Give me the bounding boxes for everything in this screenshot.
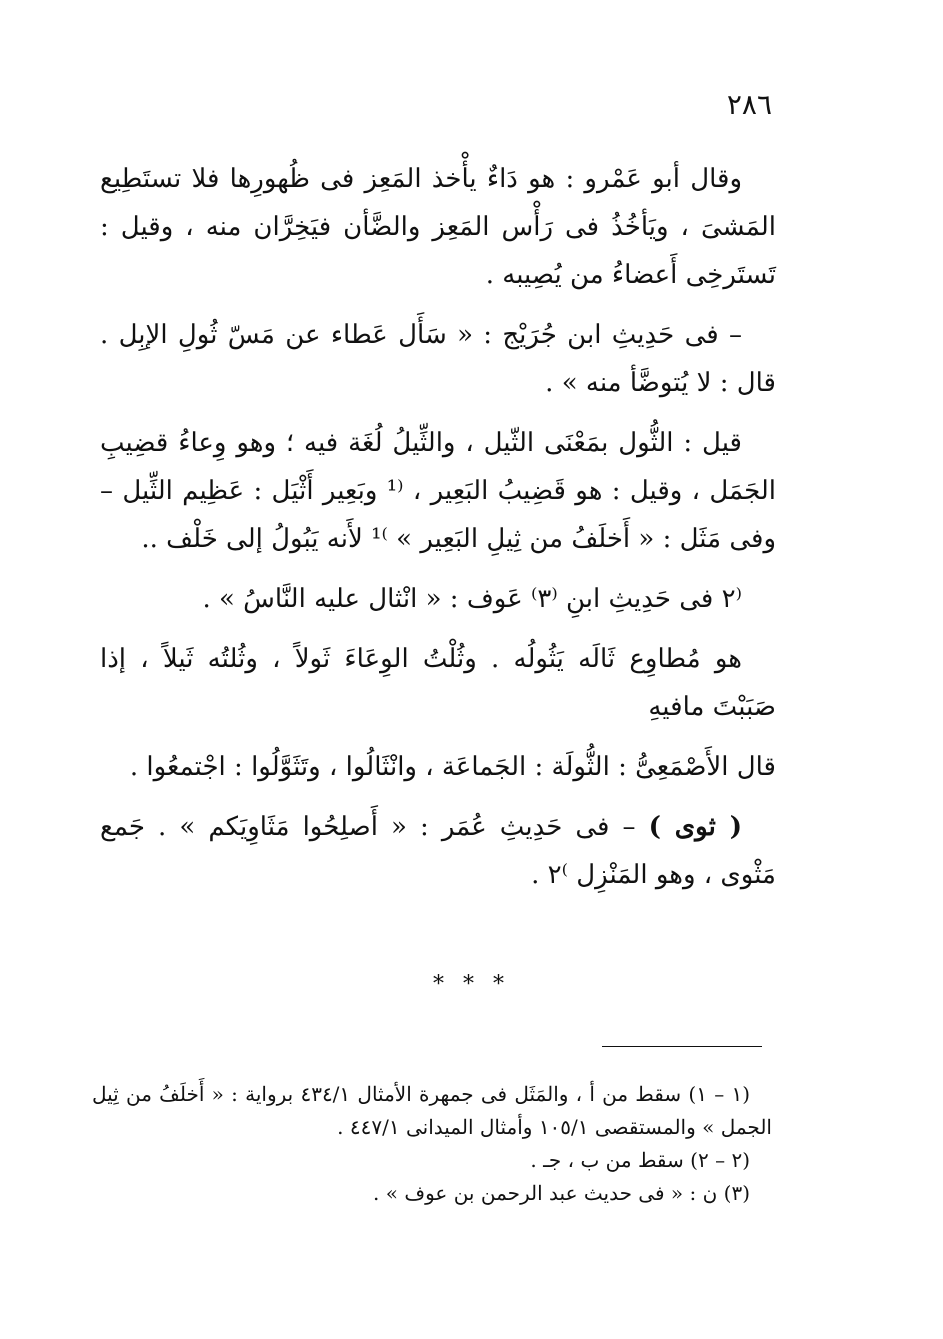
paragraph-4: ⁽٢ فى حَدِيثِ ابنِ ⁽٣⁾ عَوف : « انْثال عليه النَّاسُ » . (202, 584, 742, 614)
paragraph-3: قيل : الثُّول بمَعْنَى الثّيل ، والثِّيلُ لُغَة فيه ؛ وهو وِعاءُ قضِيبِ الجَمَل ، وقيل : هو قَضِيبُ البَعِير ، ⁽¹ وبَعِير أَثْيَل : عَظِيم الثِّيل – وفى مَثَل : « أَخلَفُ من ثِيلِ البَعِير » ⁾¹ لأَنه يَبُولُ إلى خَلْف .. (100, 428, 777, 554)
section-separator: * * * (433, 972, 510, 997)
paragraph-1: وقال أبو عَمْرو : هو دَاءٌ يأْخذ المَعِز فى ظُهورِها فلا تستَطِيع المَشىَ ، ويَأخُذُ فى رَأْس المَعِز والضَّأن فيَخِرَّان منه ، وقيل : تَستَرخِى أَعضاءُ من يُصِيبه . (100, 164, 776, 290)
entry-heading: ( ثوى ) (648, 812, 742, 842)
main-text (100, 155, 776, 911)
paragraph-7 (100, 803, 776, 899)
footnote-rule (602, 1046, 762, 1047)
page-number: ٢٨٦ (726, 88, 772, 121)
entry-text: – فى حَدِيثِ عُمَر : « أَصلِحُوا مَثَاوِيَكم » . جَمع مَثْوى ، وهو المَنْزِل ⁾٢ . (100, 812, 776, 890)
footnote-1: (١ – ١) سقط من أ ، والمَثَل فى جمهرة الأمثال ٤٣٤/١ برواية : « أَخلَفُ من ثِيل الجمل » والمستقصى ١٠٥/١ وأمثال الميدانى ٤٤٧/١ . (92, 1082, 772, 1139)
footnote-2: (٢ – ٢) سقط من ب ، جـ . (530, 1148, 750, 1172)
paragraph-6: قال الأَصْمَعِىُّ : الثُّولَة : الجَماعَة ، وانْثَالُوا ، وتَثَوَّلُوا : اجْتمعُوا . (129, 752, 776, 782)
paragraph-5: هو مُطاوِع ثَالَه يَثُولُه . وثُلْتُ الوِعَاءَ ثَولاً ، وثُلتُه ثَيلاً ، إذا صَبَبْتَ مافيهِ (100, 644, 776, 722)
paragraph-2: – فى حَدِيثِ ابن جُرَيْج : « سَأَل عَطاء عن مَسّ ثُولِ الإبِل . قال : لا يُتوضَّأ منه » . (100, 320, 776, 398)
footnotes (92, 1078, 772, 1210)
footnote-3: (٣) ن : « فى حديث عبد الرحمن بن عوف » . (373, 1181, 750, 1205)
